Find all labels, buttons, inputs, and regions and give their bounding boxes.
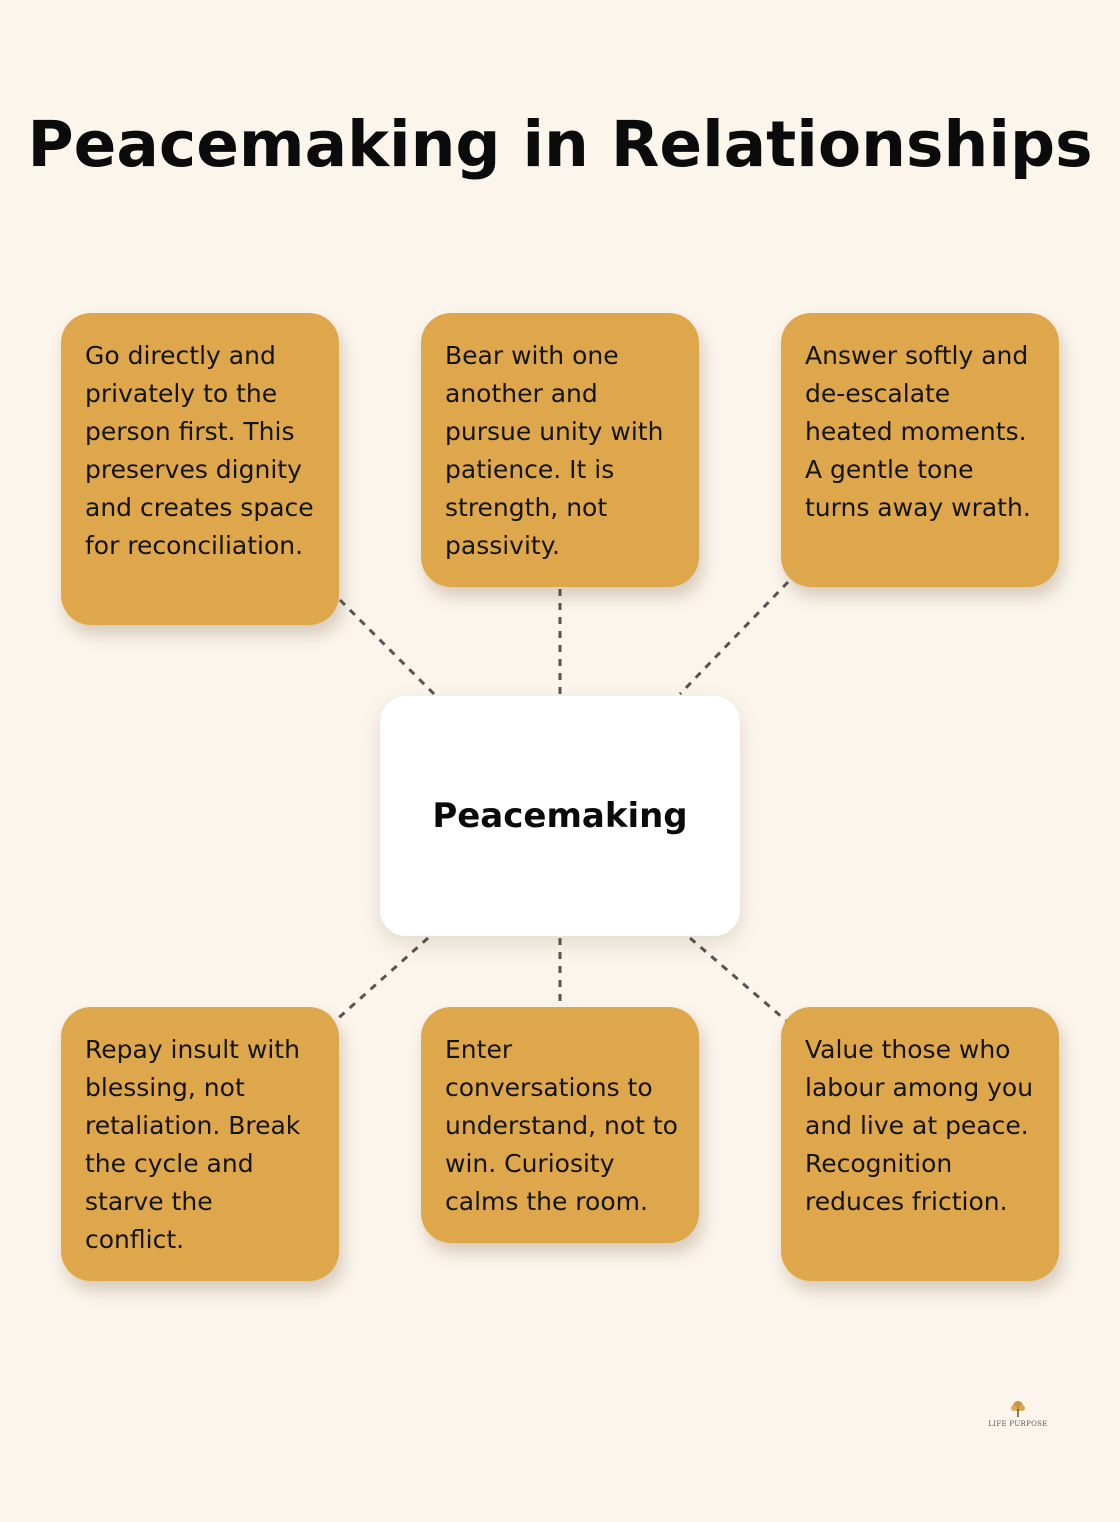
principle-card-text: Repay insult with blessing, not retaliation. Break the cycle and starve the conflict.: [85, 1035, 301, 1254]
principle-card-soft-answer: [781, 313, 1059, 587]
principle-card-understand: [421, 1007, 699, 1243]
page-title: Peacemaking in Relationships: [27, 108, 1093, 181]
connector-top-right: [680, 582, 788, 694]
principle-card-blessing: [61, 1007, 339, 1281]
principle-card-text: Answer softly and de-escalate heated moments. A gentle tone turns away wrath.: [805, 341, 1031, 522]
principle-card-text: Value those who labour among you and live at peace. Recognition reduces friction.: [805, 1035, 1034, 1216]
principle-card-text: Enter conversations to understand, not to win. Curiosity calms the room.: [445, 1035, 678, 1216]
principle-card-text: Bear with one another and pursue unity with patience. It is strength, not passivity.: [445, 341, 664, 560]
connector-top-left: [340, 600, 434, 694]
tree-icon: [1008, 1400, 1028, 1418]
connector-bottom-right: [690, 938, 790, 1024]
center-node: [380, 696, 740, 936]
center-label: Peacemaking: [432, 796, 688, 836]
brand-logo: [975, 1400, 1061, 1440]
principle-card-recognition: [781, 1007, 1059, 1281]
connector-bottom-left: [334, 938, 428, 1022]
principle-card-patience: [421, 313, 699, 587]
brand-logo-text: LIFE PURPOSE: [988, 1420, 1048, 1428]
principle-card-direct: [61, 313, 339, 625]
principle-card-text: Go directly and privately to the person first. This preserves dignity and creates space for reconciliation.: [85, 341, 314, 560]
